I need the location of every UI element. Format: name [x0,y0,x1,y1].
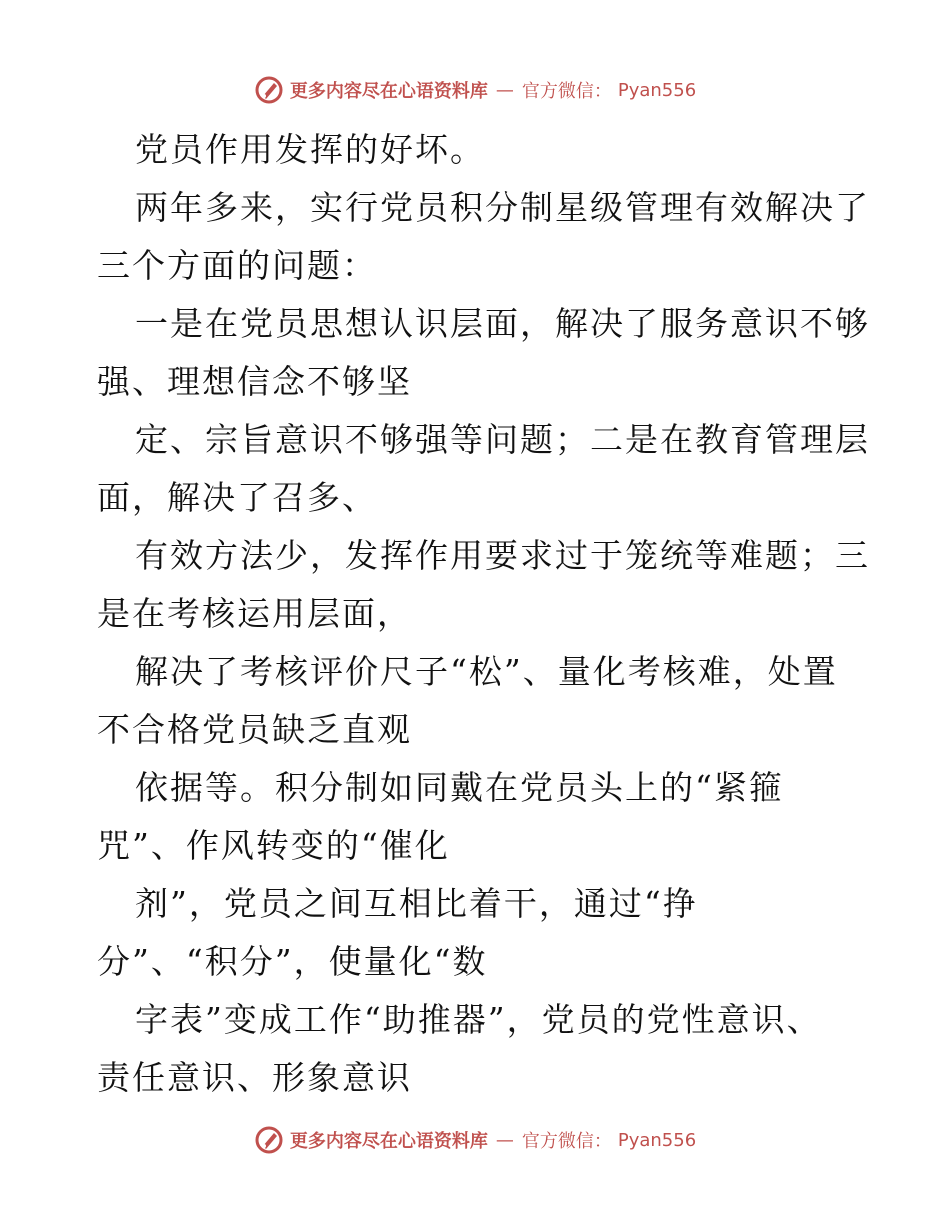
body-line-9: 是在考核运用层面， [97,594,412,633]
body-line-14: 剂”，党员之间互相比着干，通过“挣 [135,884,698,923]
body-line-7: 面，解决了召多、 [97,478,377,517]
body-line-10: 解决了考核评价尺子“松”、量化考核难，处置 [135,652,838,691]
body-line-3: 三个方面的问题： [97,246,377,285]
body-line-16: 字表”变成工作“助推器”，党员的党性意识、 [135,1000,822,1039]
body-line-5: 强、理想信念不够坚 [97,362,412,401]
pen-circle-logo-icon [254,1125,284,1155]
watermark-contact-label: 官方微信： [521,1131,612,1152]
body-line-11: 不合格党员缺乏直观 [97,710,412,749]
body-line-4: 一是在党员思想认识层面，解决了服务意识不够 [135,304,870,343]
watermark-contact-label: 官方微信： [521,81,612,102]
watermark-brand [254,1125,696,1155]
watermark-brand [254,75,696,105]
page-header-watermark [0,70,950,110]
body-line-2: 两年多来，实行党员积分制星级管理有效解决了 [135,188,870,227]
watermark-brand-text: 更多内容尽在心语资料库 [289,81,488,102]
body-line-15: 分”、“积分”，使量化“数 [97,942,488,981]
watermark-brand-text: 更多内容尽在心语资料库 [289,1131,488,1152]
body-line-6: 定、宗旨意识不够强等问题；二是在教育管理层 [135,420,870,459]
watermark-contact-id: Pyan556 [617,79,697,101]
body-line-8: 有效方法少，发挥作用要求过于笼统等难题；三 [135,536,870,575]
body-line-17: 责任意识、形象意识 [97,1058,412,1097]
body-line-12: 依据等。积分制如同戴在党员头上的“紧箍 [135,768,784,807]
body-line-1: 党员作用发挥的好坏。 [135,130,485,169]
page-footer-watermark [0,1120,950,1160]
watermark-separator: — [495,1129,514,1151]
watermark-contact-id: Pyan556 [617,1129,697,1151]
body-line-13: 咒”、作风转变的“催化 [97,826,450,865]
pen-circle-logo-icon [254,75,284,105]
watermark-separator: — [495,79,514,101]
